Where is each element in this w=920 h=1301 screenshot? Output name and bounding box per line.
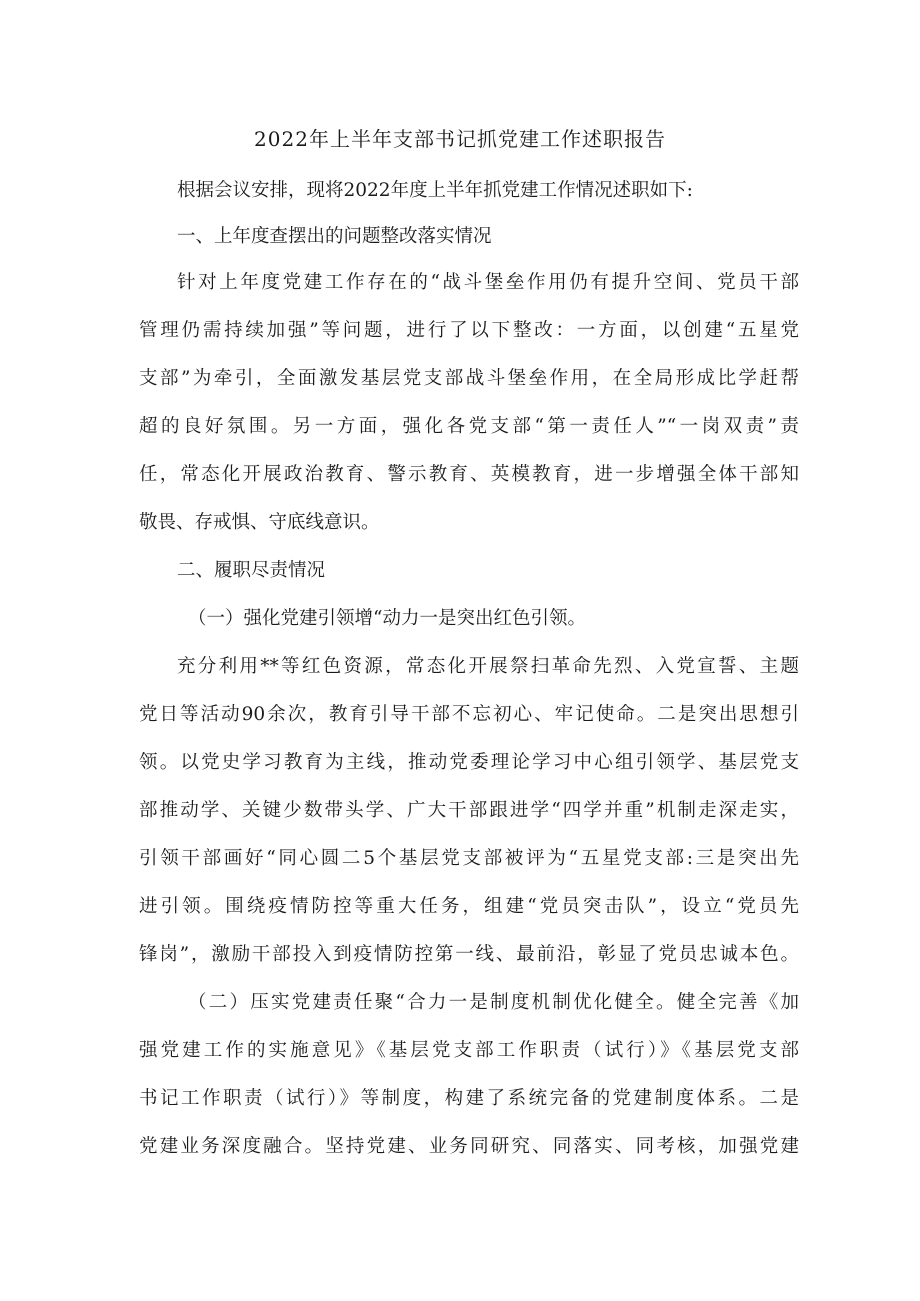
paragraph-line: 党建业务深度融合。坚持党建、业务同研究、同落实、同考核，加强党建 [139,1136,799,1157]
paragraph-line: 锋岗”，激励干部投入到疫情防控第一线、最前沿，彰显了党员忠诚本色。 [139,944,799,965]
paragraph-line: 引领干部画好“同心圆二5个基层党支部被评为“五星党支部:三是突出先 [139,848,799,869]
paragraph-line: 部推动学、关键少数带头学、广大干部跟进学“四学并重”机制走深走实， [139,800,799,821]
paragraph-line: 超的良好氛围。另一方面，强化各党支部“第一责任人”“一岗双责”责 [139,416,799,437]
paragraph-line: 敬畏、存戒惧、守底线意识。 [139,512,380,533]
paragraph-line: 领。以党史学习教育为主线，推动党委理论学习中心组引领学、基层党支 [139,752,799,773]
paragraph-line: 支部”为牵引，全面激发基层党支部战斗堡垒作用，在全局形成比学赶帮 [139,368,799,389]
paragraph-line: 针对上年度党建工作存在的“战斗堡垒作用仍有提升空间、党员干部 [177,272,799,293]
document-title: 2022年上半年支部书记抓党建工作述职报告 [254,127,666,151]
paragraph-line: 根据会议安排，现将2022年度上半年抓党建工作情况述职如下: [177,180,693,201]
paragraph-line: 管理仍需持续加强”等问题，进行了以下整改：一方面，以创建“五星党 [139,320,799,341]
subsection-heading: （一）强化党建引领增“动力一是突出红色引领。 [188,608,586,629]
section-heading: 二、履职尽责情况 [177,560,326,581]
paragraph-line: 进引领。围绕疫情防控等重大任务，组建“党员突击队”，设立“党员先 [139,896,799,917]
paragraph-line: 党日等活动90余次，教育引导干部不忘初心、牢记使命。二是突出思想引 [139,704,799,725]
paragraph-line: 任，常态化开展政治教育、警示教育、英模教育，进一步增强全体干部知 [139,464,799,485]
paragraph-line: 书记工作职责（试行）》等制度，构建了系统完备的党建制度体系。二是 [139,1088,799,1109]
subsection-heading: （二）压实党建责任聚“合力一是制度机制优化健全。健全完善《加 [188,992,799,1013]
section-heading: 一、上年度查摆出的问题整改落实情况 [177,226,492,247]
paragraph-line: 强党建工作的实施意见》《基层党支部工作职责（试行）》《基层党支部 [139,1040,799,1061]
paragraph-line: 充分利用**等红色资源，常态化开展祭扫革命先烈、入党宣誓、主题 [177,656,799,677]
